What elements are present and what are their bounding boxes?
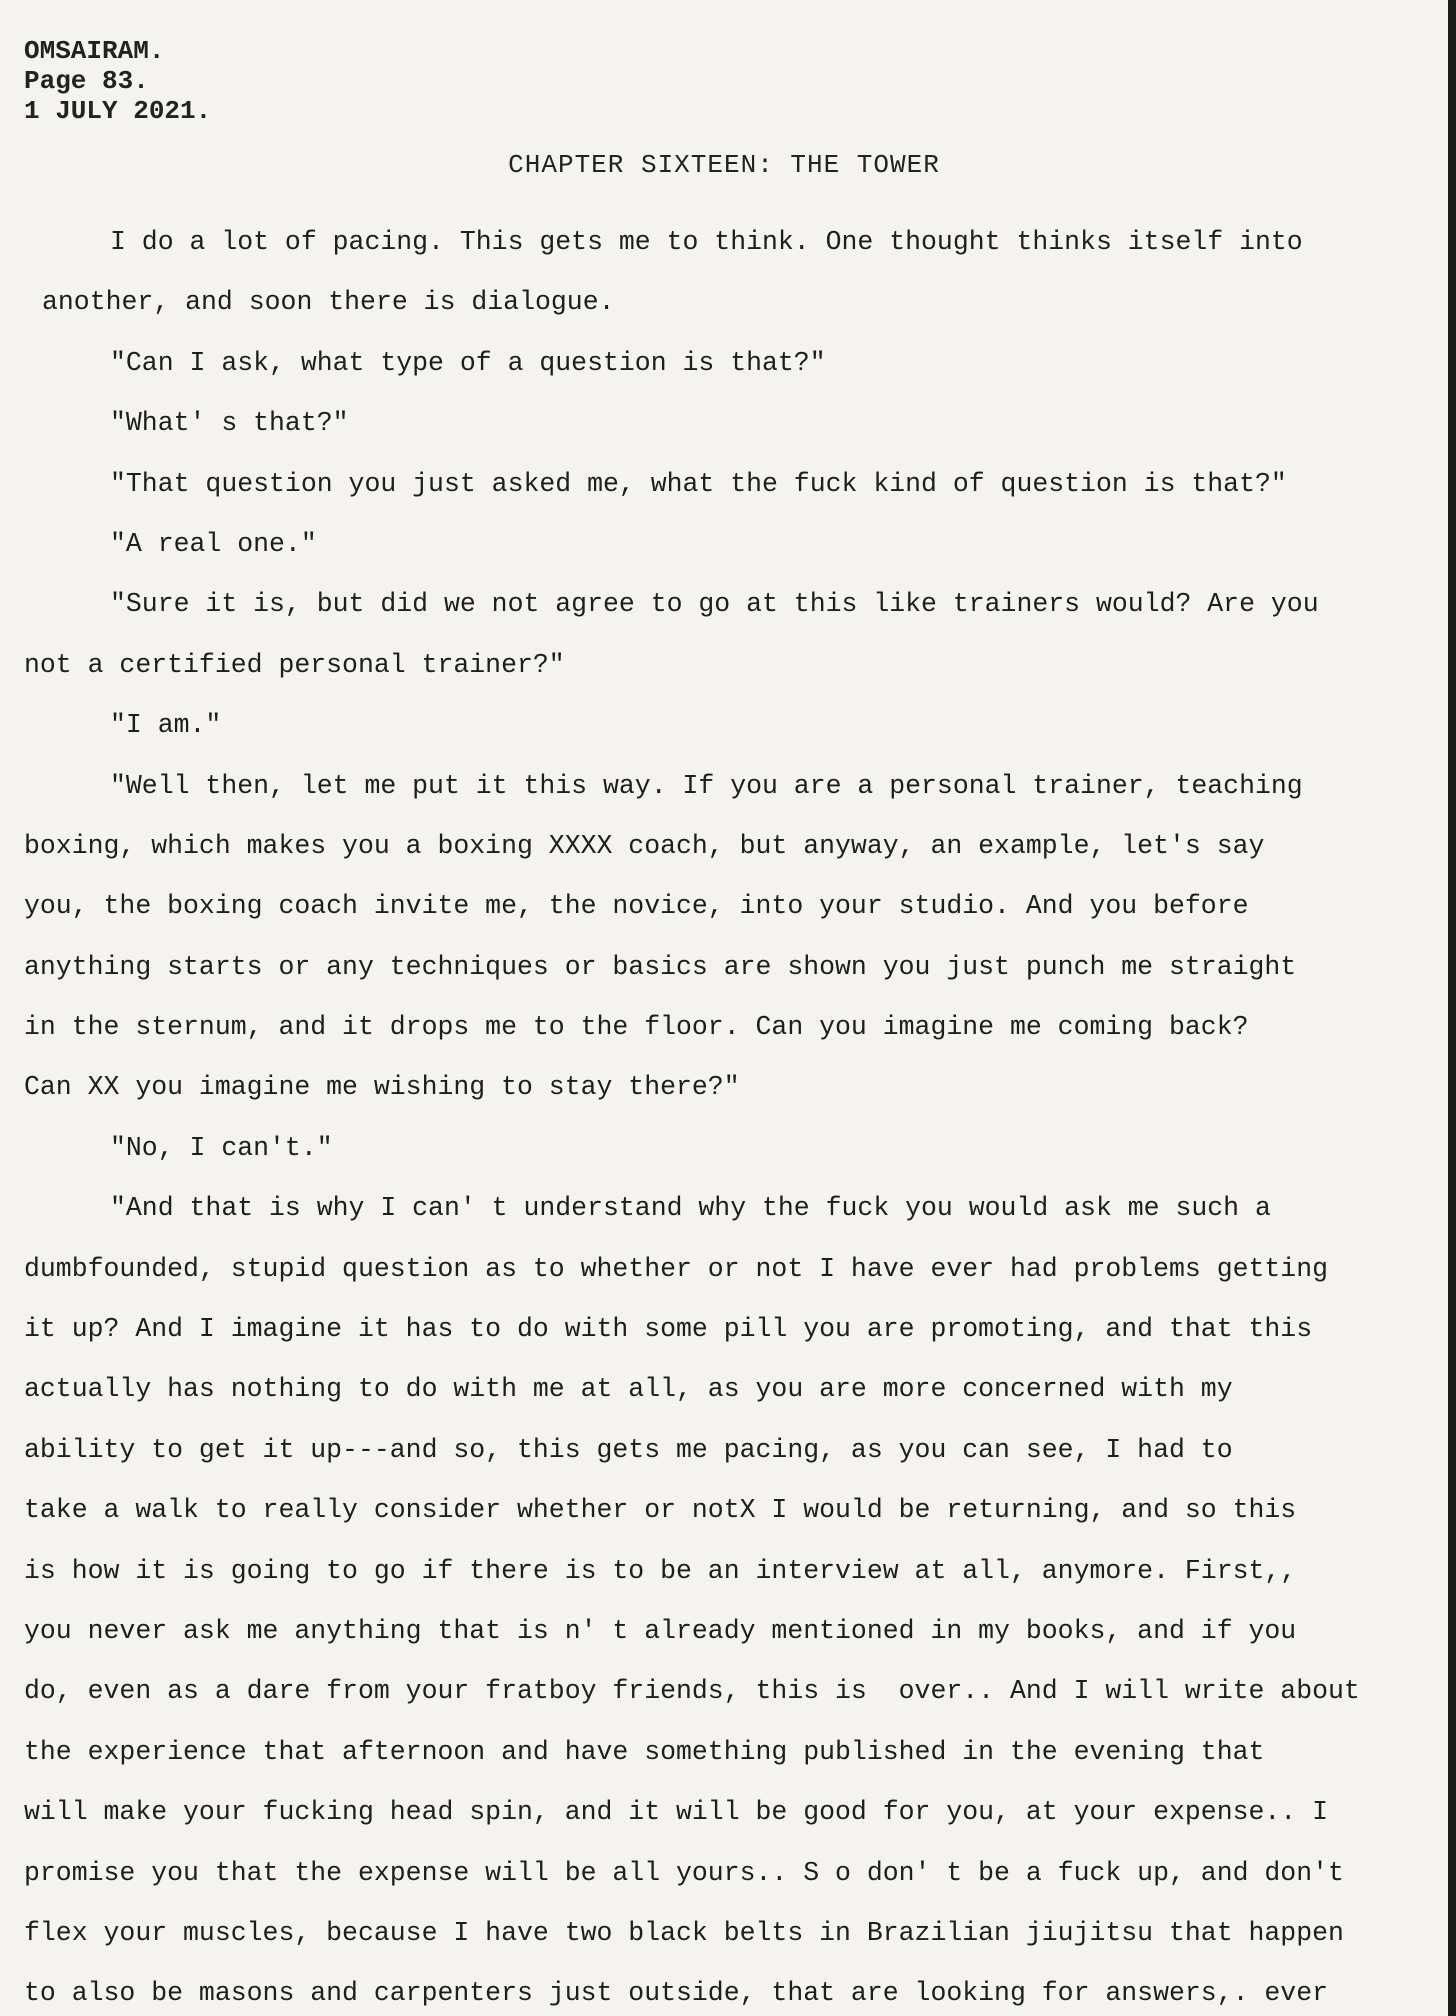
text-line: anything starts or any techniques or basics are shown you just punch me straight [24, 951, 1297, 982]
text-line: promise you that the expense will be all yours.. S o don' t be a fuck up, and don't [24, 1857, 1344, 1888]
header-line-2: Page 83. [24, 66, 149, 96]
header-line-3: 1 JULY 2021. [24, 96, 212, 126]
text-line: "A real one." [110, 528, 317, 559]
text-line: actually has nothing to do with me at all, as you are more concerned with my [24, 1374, 1233, 1405]
text-line: Can XX you imagine me wishing to stay there?" [24, 1072, 740, 1103]
page-header [24, 36, 211, 126]
text-line: you, the boxing coach invite me, the novice, into your studio. And you before [24, 891, 1249, 922]
header-line-1: OMSAIRAM. [24, 36, 165, 66]
chapter-title: CHAPTER SIXTEEN: THE TOWER [508, 150, 940, 180]
text-line: boxing, which makes you a boxing XXXX coach, but anyway, an example, let's say [24, 830, 1265, 861]
text-line: you never ask me anything that is n' t already mentioned in my books, and if you [24, 1615, 1297, 1646]
body-text [24, 212, 1434, 2016]
text-line: flex your muscles, because I have two black belts in Brazilian jiujitsu that happen [24, 1917, 1344, 1948]
text-line: ability to get it up---and so, this gets me pacing, as you can see, I had to [24, 1434, 1233, 1465]
text-line: "Sure it is, but did we not agree to go at this like trainers would? Are you [110, 589, 1319, 620]
text-line: is how it is going to go if there is to be an interview at all, anymore. First,, [24, 1555, 1297, 1586]
text-line: "No, I can't." [110, 1132, 333, 1163]
text-line: "I am." [110, 710, 222, 741]
text-line: another, and soon there is dialogue. [42, 287, 615, 318]
text-line: dumbfounded, stupid question as to whether or not I have ever had problems getting [24, 1253, 1329, 1284]
text-line: "Well then, let me put it this way. If you are a personal trainer, teaching [110, 770, 1303, 801]
text-line: "That question you just asked me, what the fuck kind of question is that?" [110, 468, 1287, 499]
text-line: will make your fucking head spin, and it will be good for you, at your expense.. I [24, 1797, 1329, 1828]
text-line: "Can I ask, what type of a question is that?" [110, 347, 826, 378]
text-line: not a certified personal trainer?" [24, 649, 565, 680]
text-line: in the sternum, and it drops me to the floor. Can you imagine me coming back? [24, 1012, 1249, 1043]
text-line: take a walk to really consider whether or notX I would be returning, and so this [24, 1495, 1297, 1526]
text-line: do, even as a dare from your fratboy friends, this is over.. And I will write about [24, 1676, 1360, 1707]
text-line: the experience that afternoon and have something published in the evening that [24, 1736, 1265, 1767]
text-line: to also be masons and carpenters just outside, that are looking for answers,. ever [24, 1978, 1329, 2009]
text-line: "What' s that?" [110, 408, 349, 439]
text-line: "And that is why I can' t understand why the fuck you would ask me such a [110, 1193, 1271, 1224]
text-line: I do a lot of pacing. This gets me to think. One thought thinks itself into [110, 227, 1303, 257]
text-line: it up? And I imagine it has to do with some pill you are promoting, and that this [24, 1314, 1313, 1345]
